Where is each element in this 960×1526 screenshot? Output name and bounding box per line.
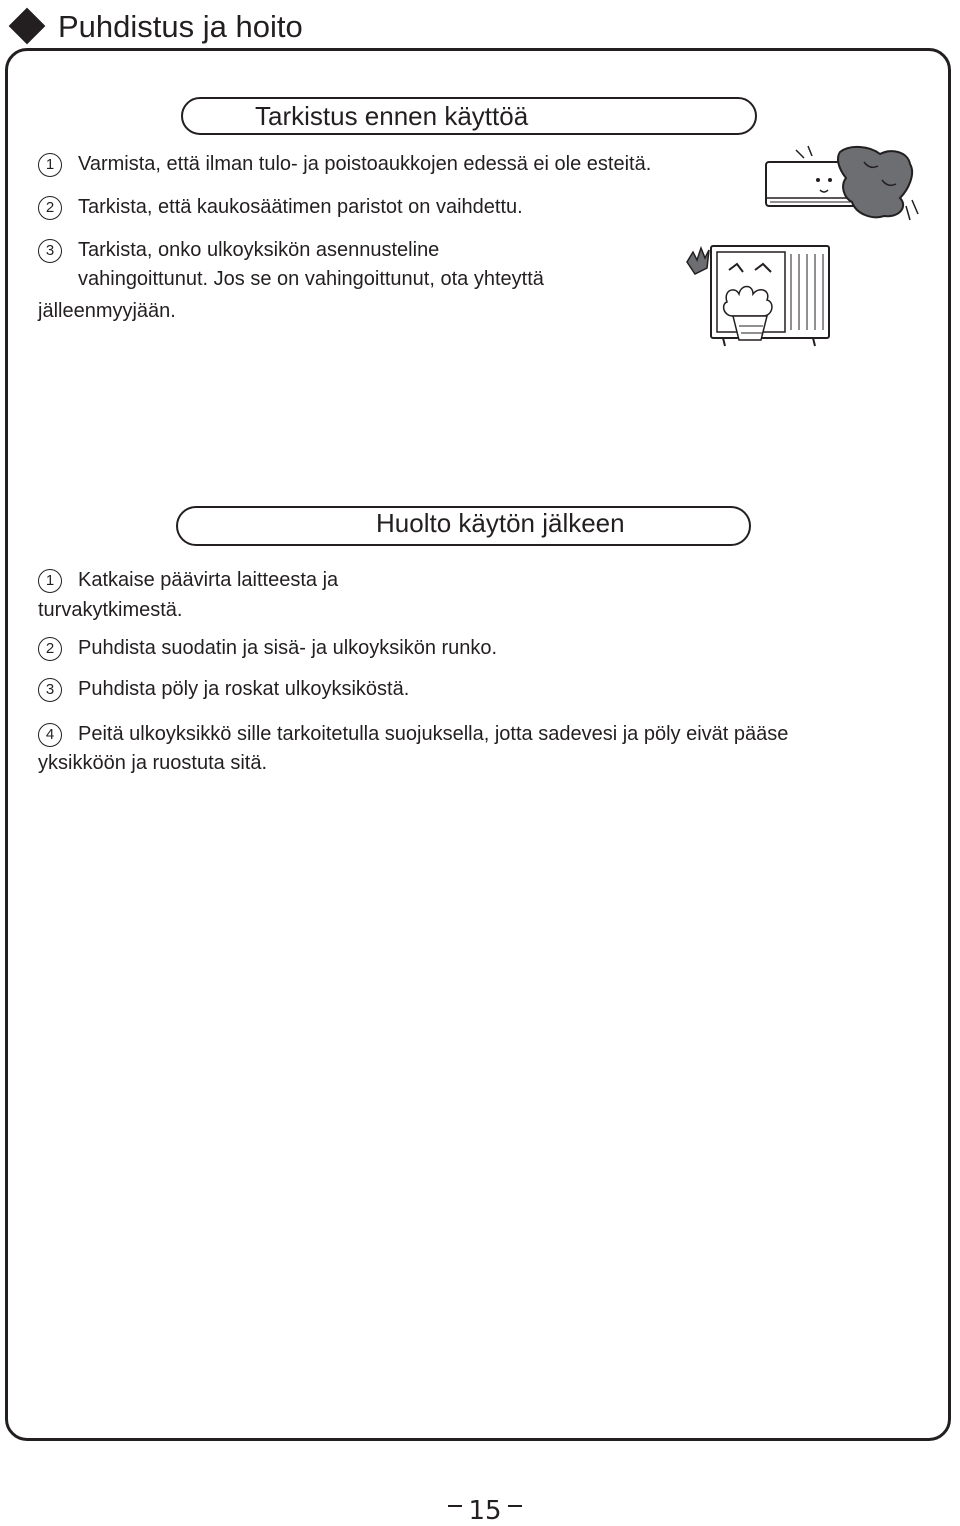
section-header: [8, 4, 303, 48]
item-number: 1: [38, 569, 62, 593]
item-text-line1: Tarkista, onko ulkoyksikön asennusteline: [78, 239, 440, 261]
indoor-unit-blocked-icon: [760, 140, 920, 225]
item-text: Varmista, että ilman tulo- ja poistoaukkojen edessä ei ole esteitä.: [78, 153, 652, 175]
item-number: 4: [38, 723, 62, 747]
before-use-item-3: [38, 236, 544, 326]
item-number: 3: [38, 678, 62, 702]
item-text-line1: Peitä ulkoyksikkö sille tarkoitetulla suojuksella, jotta sadevesi ja pöly eivät pääse: [78, 723, 789, 745]
item-text-line3: jälleenmyyjään.: [38, 300, 176, 322]
item-text: Tarkista, että kaukosäätimen paristot on vaihdettu.: [78, 196, 523, 218]
after-use-heading-text: Huolto käytön jälkeen: [376, 508, 625, 538]
before-use-item-2: [38, 193, 523, 222]
before-use-heading: [181, 97, 757, 135]
after-use-item-3: [38, 675, 409, 704]
item-number: 3: [38, 239, 62, 263]
item-text-line2: vahingoittunut. Jos se on vahingoittunut, ota yhteyttä: [78, 268, 544, 290]
after-use-item-1: [38, 566, 338, 625]
after-use-heading: [176, 506, 751, 546]
after-use-item-2: [38, 634, 497, 663]
item-number: 2: [38, 196, 62, 220]
before-use-item-1: [38, 150, 651, 179]
item-text: Puhdista pöly ja roskat ulkoyksiköstä.: [78, 678, 410, 700]
diamond-bullet-icon: [9, 8, 46, 45]
item-text-line2: turvakytkimestä.: [38, 599, 183, 621]
before-use-heading-text: Tarkistus ennen käyttöä: [255, 101, 529, 131]
after-use-item-4: [38, 720, 788, 778]
item-text-line1: Katkaise päävirta laitteesta ja: [78, 569, 339, 591]
page-number-dash-right: [508, 1505, 522, 1507]
item-text-line2: yksikköön ja ruostuta sitä.: [38, 752, 267, 774]
outdoor-unit-blocked-icon: [683, 240, 838, 348]
page-number: 15: [468, 1496, 502, 1526]
item-number: 2: [38, 637, 62, 661]
section-title: Puhdistus ja hoito: [58, 8, 303, 44]
item-text: Puhdista suodatin ja sisä- ja ulkoyksikön runko.: [78, 637, 498, 659]
item-number: 1: [38, 153, 62, 177]
